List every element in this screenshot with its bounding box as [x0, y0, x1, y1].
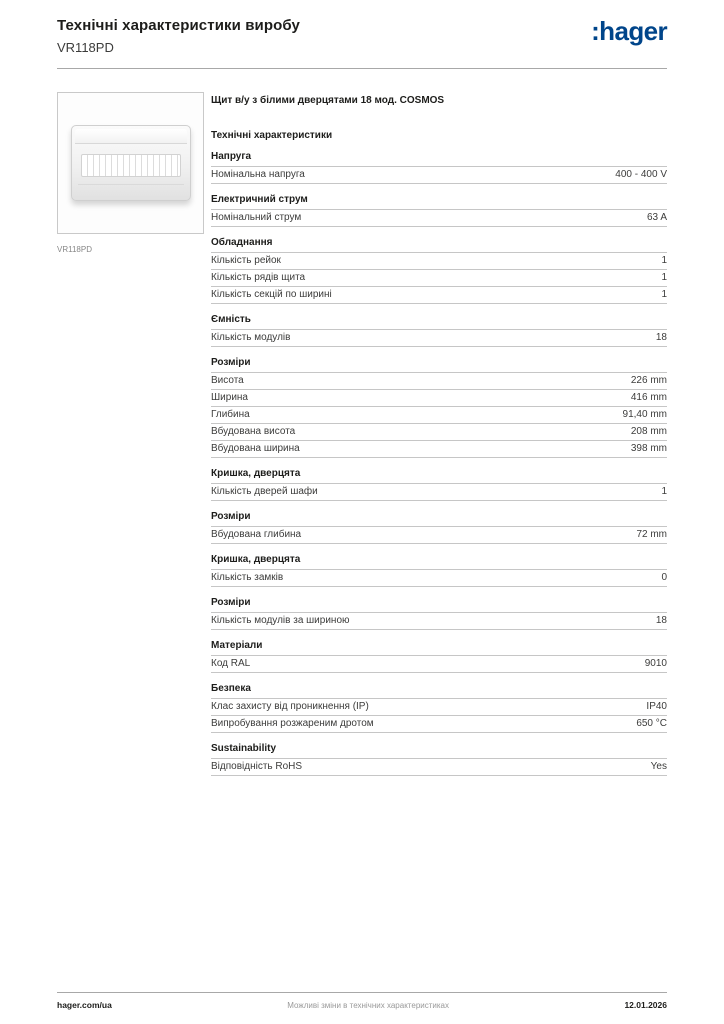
spec-section-title: Матеріали — [211, 640, 667, 656]
spec-section-title: Безпека — [211, 683, 667, 699]
spec-section-title: Sustainability — [211, 743, 667, 759]
spec-label: Вбудована висота — [211, 426, 296, 437]
spec-value: 18 — [655, 615, 667, 626]
spec-section-title: Кришка, дверцята — [211, 554, 667, 570]
spec-value: 400 - 400 V — [615, 169, 667, 180]
spec-label: Кількість дверей шафи — [211, 486, 318, 497]
spec-row — [211, 167, 667, 184]
spec-section — [211, 597, 667, 630]
spec-label: Висота — [211, 375, 244, 386]
module-strip — [81, 154, 181, 177]
spec-label: Кількість модулів за шириною — [211, 615, 350, 626]
spec-row — [211, 699, 667, 716]
spec-label: Вбудована ширина — [211, 443, 300, 454]
spec-section — [211, 314, 667, 347]
spec-value: Yes — [650, 761, 667, 772]
spec-section-title: Електричний струм — [211, 194, 667, 210]
spec-label: Код RAL — [211, 658, 251, 669]
doc-header-text — [57, 17, 300, 55]
spec-label: Кількість рядів щита — [211, 272, 306, 283]
spec-section-title: Розміри — [211, 357, 667, 373]
footer-date: 12.01.2026 — [624, 1000, 667, 1010]
product-image — [57, 92, 204, 234]
spec-row — [211, 759, 667, 776]
spec-value: 0 — [661, 572, 667, 583]
spec-row — [211, 287, 667, 304]
spec-value: 1 — [661, 272, 667, 283]
spec-column — [211, 95, 667, 776]
spec-row — [211, 716, 667, 733]
spec-section-title: Ємність — [211, 314, 667, 330]
hager-logo: :hager — [591, 16, 667, 46]
product-name: Щит в/у з білими дверцятами 18 мод. COSMOS — [211, 95, 445, 106]
spec-row — [211, 270, 667, 287]
spec-label: Кількість замків — [211, 572, 284, 583]
spec-section — [211, 511, 667, 544]
spec-row — [211, 424, 667, 441]
spec-value: IP40 — [646, 701, 667, 712]
footer-note: Можливі зміни в технічних характеристиках — [287, 1001, 449, 1010]
spec-sections — [211, 151, 667, 776]
spec-section — [211, 640, 667, 673]
spec-value: 650 °C — [636, 718, 667, 729]
specs-heading: Технічні характеристики — [211, 130, 333, 141]
spec-value: 1 — [661, 255, 667, 266]
spec-row — [211, 330, 667, 347]
header-divider — [57, 68, 667, 69]
doc-footer — [57, 992, 667, 1010]
spec-row — [211, 407, 667, 424]
spec-label: Випробування розжареним дротом — [211, 718, 374, 729]
spec-value: 63 A — [646, 212, 667, 223]
spec-row — [211, 484, 667, 501]
spec-row — [211, 373, 667, 390]
spec-row — [211, 390, 667, 407]
footer-url: hager.com/ua — [57, 1000, 112, 1010]
spec-label: Номінальна напруга — [211, 169, 305, 180]
spec-label: Відповідність RoHS — [211, 761, 303, 772]
product-image-caption: VR118PD — [57, 245, 92, 254]
spec-section-title: Розміри — [211, 511, 667, 527]
spec-row — [211, 210, 667, 227]
product-image-column — [57, 92, 204, 254]
spec-section — [211, 683, 667, 733]
spec-value: 398 mm — [630, 443, 667, 454]
enclosure-illustration — [71, 125, 191, 201]
spec-label: Клас захисту від проникнення (IP) — [211, 701, 369, 712]
spec-section — [211, 554, 667, 587]
spec-row — [211, 441, 667, 458]
spec-row — [211, 527, 667, 544]
spec-label: Ширина — [211, 392, 248, 403]
spec-section — [211, 468, 667, 501]
spec-value: 9010 — [644, 658, 667, 669]
spec-section — [211, 194, 667, 227]
spec-row — [211, 656, 667, 673]
spec-label: Номінальний струм — [211, 212, 302, 223]
spec-value: 91,40 mm — [622, 409, 667, 420]
spec-section — [211, 357, 667, 458]
enclosure-base — [78, 184, 184, 194]
spec-section-title: Напруга — [211, 151, 667, 167]
spec-value: 72 mm — [636, 529, 667, 540]
spec-label: Вбудована глибина — [211, 529, 302, 540]
spec-value: 1 — [661, 486, 667, 497]
enclosure-lid — [75, 129, 187, 144]
doc-header — [57, 17, 667, 55]
spec-label: Кількість модулів — [211, 332, 291, 343]
spec-section — [211, 237, 667, 304]
spec-value: 208 mm — [630, 426, 667, 437]
spec-row — [211, 613, 667, 630]
spec-value: 1 — [661, 289, 667, 300]
spec-value: 18 — [655, 332, 667, 343]
spec-label: Глибина — [211, 409, 250, 420]
product-code: VR118PD — [57, 40, 114, 55]
spec-label: Кількість рейок — [211, 255, 281, 266]
spec-section — [211, 151, 667, 184]
spec-row — [211, 253, 667, 270]
spec-section — [211, 743, 667, 776]
spec-row — [211, 570, 667, 587]
spec-label: Кількість секцій по ширині — [211, 289, 332, 300]
page-title: Технічні характеристики виробу — [57, 17, 300, 34]
spec-section-title: Розміри — [211, 597, 667, 613]
spec-value: 416 mm — [630, 392, 667, 403]
spec-section-title: Обладнання — [211, 237, 667, 253]
spec-value: 226 mm — [630, 375, 667, 386]
spec-section-title: Кришка, дверцята — [211, 468, 667, 484]
